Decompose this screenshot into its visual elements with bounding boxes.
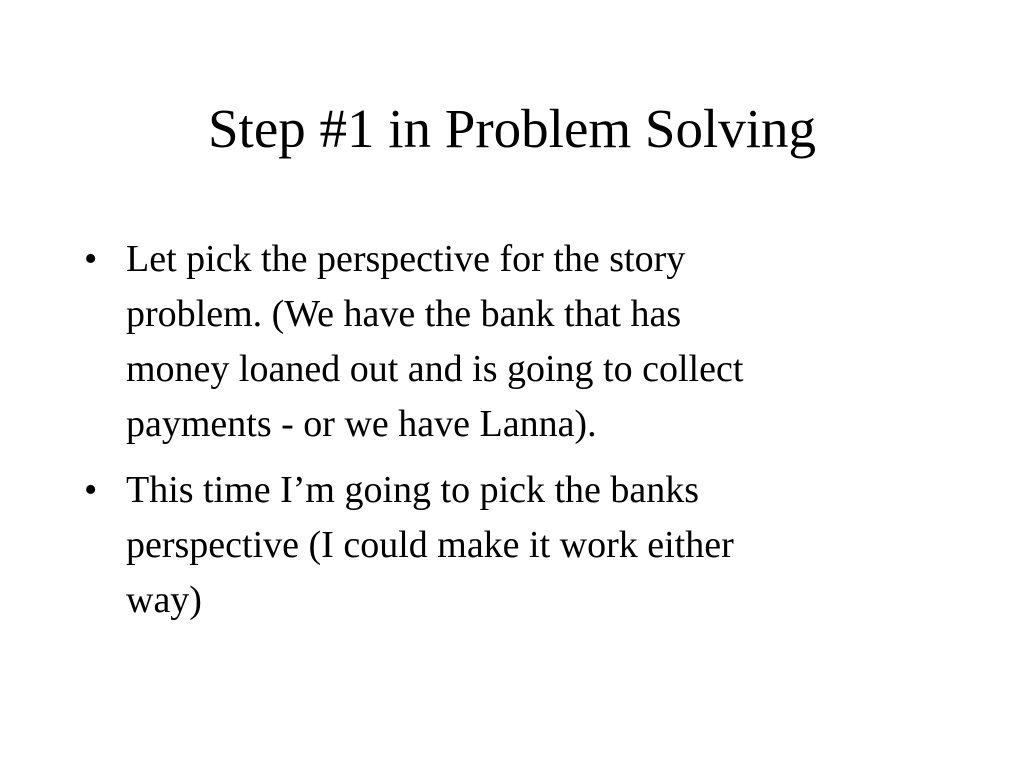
bullet-text: Let pick the perspective for the story problem. (We have the bank that has money loaned out and is going to collect payments - or we have Lanna). xyxy=(126,238,744,445)
slide-title: Step #1 in Problem Solving xyxy=(207,98,817,159)
bullet-list xyxy=(84,232,884,639)
bullet-item xyxy=(84,232,884,452)
bullet-text: This time I’m going to pick the banks perspective (I could make it work either way) xyxy=(126,469,734,621)
bullet-item xyxy=(84,463,884,628)
bullet-dot-icon: • xyxy=(84,238,98,280)
bullet-dot-icon: • xyxy=(84,469,98,511)
